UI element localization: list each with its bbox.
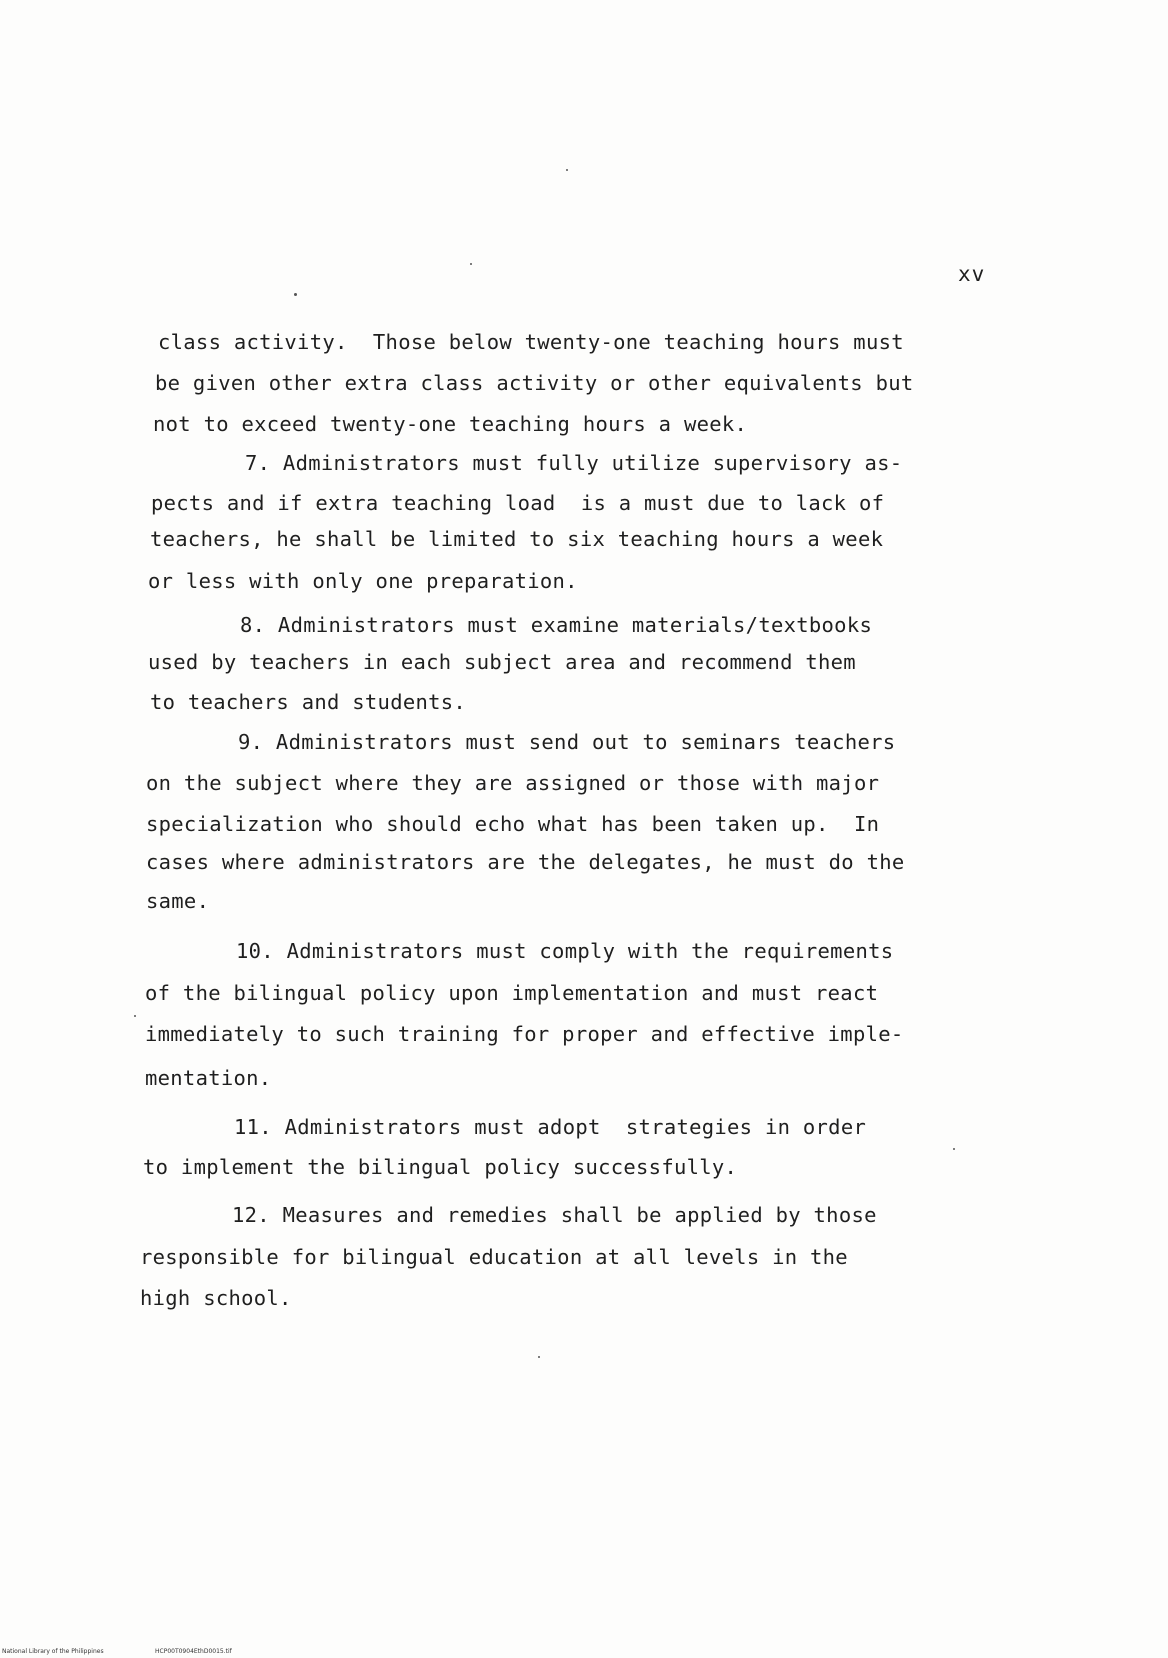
- text-line: or less with only one preparation.: [148, 569, 578, 593]
- text-line: specialization who should echo what has been taken up. In: [146, 812, 880, 836]
- text-line: to implement the bilingual policy successfully.: [143, 1155, 738, 1179]
- text-line: of the bilingual policy upon implementation and must react: [145, 981, 879, 1005]
- scan-speck: [953, 1148, 955, 1150]
- scan-speck: [470, 263, 472, 265]
- text-line: 7. Administrators must fully utilize supervisory as-: [245, 451, 903, 475]
- text-line: 8. Administrators must examine materials/textbooks: [240, 613, 873, 637]
- scan-speck: [294, 293, 297, 296]
- scan-speck: [566, 169, 568, 171]
- footer-file: HCP00T0904EthD0015.tif: [155, 1648, 232, 1655]
- text-line: teachers, he shall be limited to six teaching hours a week: [150, 527, 884, 551]
- text-line: responsible for bilingual education at all levels in the: [140, 1245, 848, 1269]
- text-line: mentation.: [145, 1066, 272, 1090]
- text-line: cases where administrators are the delegates, he must do the: [146, 850, 905, 874]
- text-line: high school.: [140, 1286, 292, 1310]
- text-line: to teachers and students.: [150, 690, 467, 714]
- scan-speck: [538, 1356, 540, 1358]
- footer-library: National Library of the Philippines: [2, 1648, 104, 1655]
- text-line: class activity. Those below twenty-one teaching hours must: [158, 330, 904, 354]
- text-line: 9. Administrators must send out to seminars teachers: [238, 730, 896, 754]
- text-line: 11. Administrators must adopt strategies in order: [234, 1115, 867, 1139]
- text-line: on the subject where they are assigned or those with major: [146, 771, 880, 795]
- text-line: same.: [146, 889, 210, 913]
- text-line: 12. Measures and remedies shall be applied by those: [232, 1203, 877, 1227]
- text-line: be given other extra class activity or other equivalents but: [155, 371, 914, 395]
- text-line: 10. Administrators must comply with the requirements: [236, 939, 894, 963]
- text-line: not to exceed twenty-one teaching hours a week.: [153, 412, 748, 436]
- text-line: pects and if extra teaching load is a must due to lack of: [151, 491, 885, 515]
- text-line: used by teachers in each subject area and recommend them: [148, 650, 856, 674]
- scan-speck: [134, 1015, 136, 1017]
- page-number: xv: [958, 262, 986, 286]
- text-line: immediately to such training for proper and effective imple-: [145, 1022, 904, 1046]
